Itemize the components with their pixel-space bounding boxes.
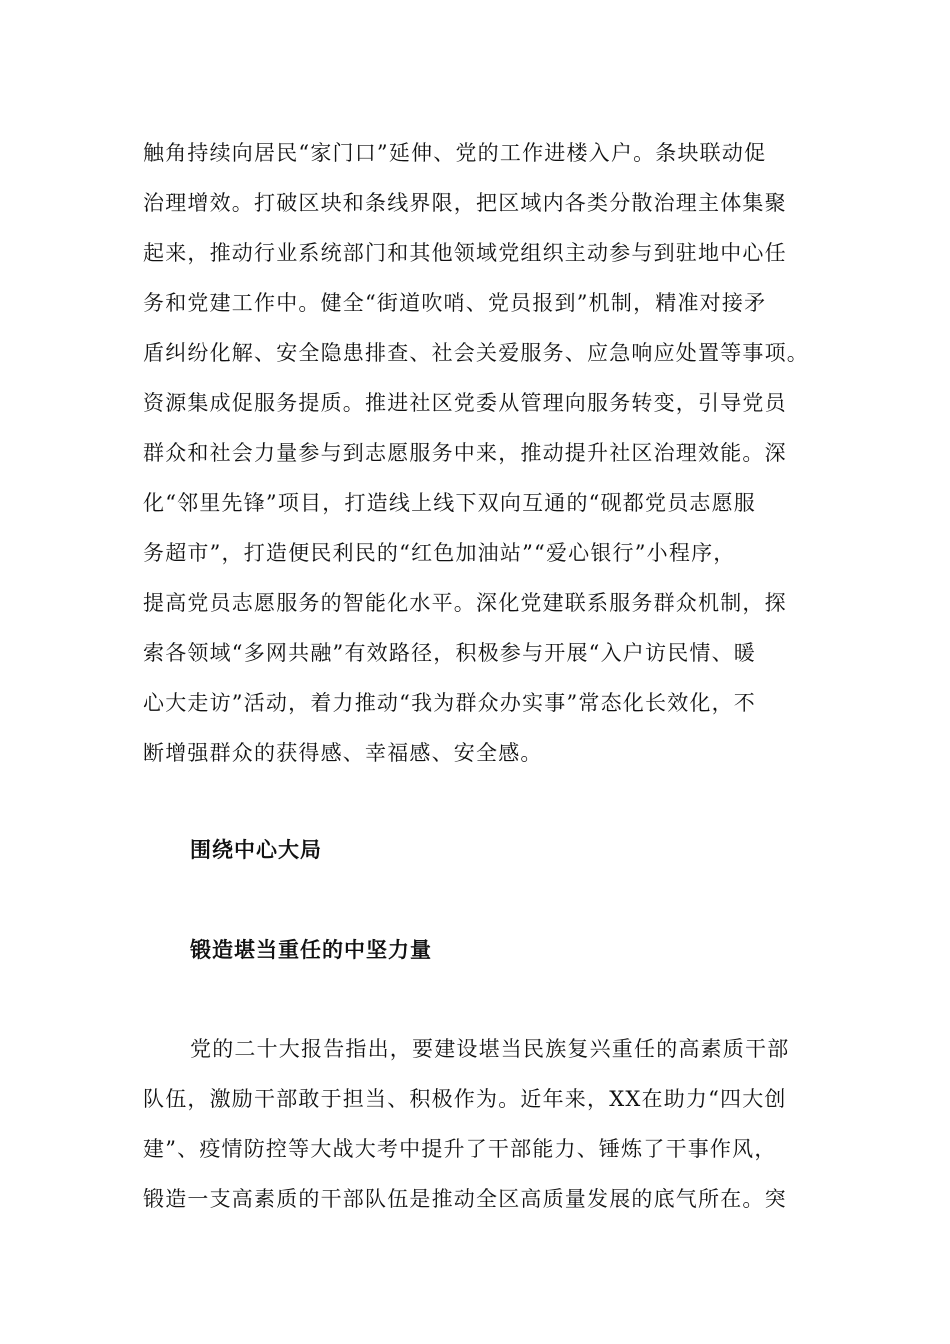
text-line: 务和党建工作中。健全“街道吹哨、党员报到”机制，精准对接矛 — [143, 291, 767, 315]
text-line: 队伍，激励干部敢于担当、积极作为。近年来，XX在助力“四大创 — [143, 1087, 787, 1111]
text-line: 起来，推动行业系统部门和其他领域党组织主动参与到驻地中心任 — [143, 241, 787, 265]
text-line: 治理增效。打破区块和条线界限，把区域内各类分散治理主体集聚 — [143, 191, 787, 215]
text-line: 资源集成促服务提质。推进社区党委从管理向服务转变，引导党员 — [143, 391, 787, 415]
text-line: 务超市”，打造便民利民的“红色加油站”“爱心银行”小程序， — [143, 541, 736, 565]
text-line: 党的二十大报告指出，要建设堪当民族复兴重任的高素质干部 — [190, 1037, 790, 1061]
text-line: 心大走访”活动，着力推动“我为群众办实事”常态化长效化，不 — [143, 691, 757, 715]
text-line: 群众和社会力量参与到志愿服务中来，推动提升社区治理效能。深 — [143, 441, 787, 465]
text-line: 断增强群众的获得感、幸福感、安全感。 — [143, 741, 543, 765]
body-paragraph-2 — [143, 1024, 823, 1224]
text-line: 盾纠纷化解、安全隐患排查、社会关爱服务、应急响应处置等事项。 — [143, 341, 809, 365]
section-heading-2: 锻造堪当重任的中坚力量 — [190, 938, 432, 962]
text-line: 化“邻里先锋”项目，打造线上线下双向互通的“砚都党员志愿服 — [143, 491, 757, 515]
body-paragraph-1 — [143, 128, 823, 778]
text-line: 提高党员志愿服务的智能化水平。深化党建联系服务群众机制，探 — [143, 591, 787, 615]
text-line: 建”、疫情防控等大战大考中提升了干部能力、锤炼了干事作风， — [143, 1137, 777, 1161]
section-heading-1: 围绕中心大局 — [190, 838, 322, 862]
text-line: 索各领域“多网共融”有效路径，积极参与开展“入户访民情、暖 — [143, 641, 757, 665]
text-line: 触角持续向居民“家门口”延伸、党的工作进楼入户。条块联动促 — [143, 141, 767, 165]
text-line: 锻造一支高素质的干部队伍是推动全区高质量发展的底气所在。突 — [143, 1187, 787, 1211]
